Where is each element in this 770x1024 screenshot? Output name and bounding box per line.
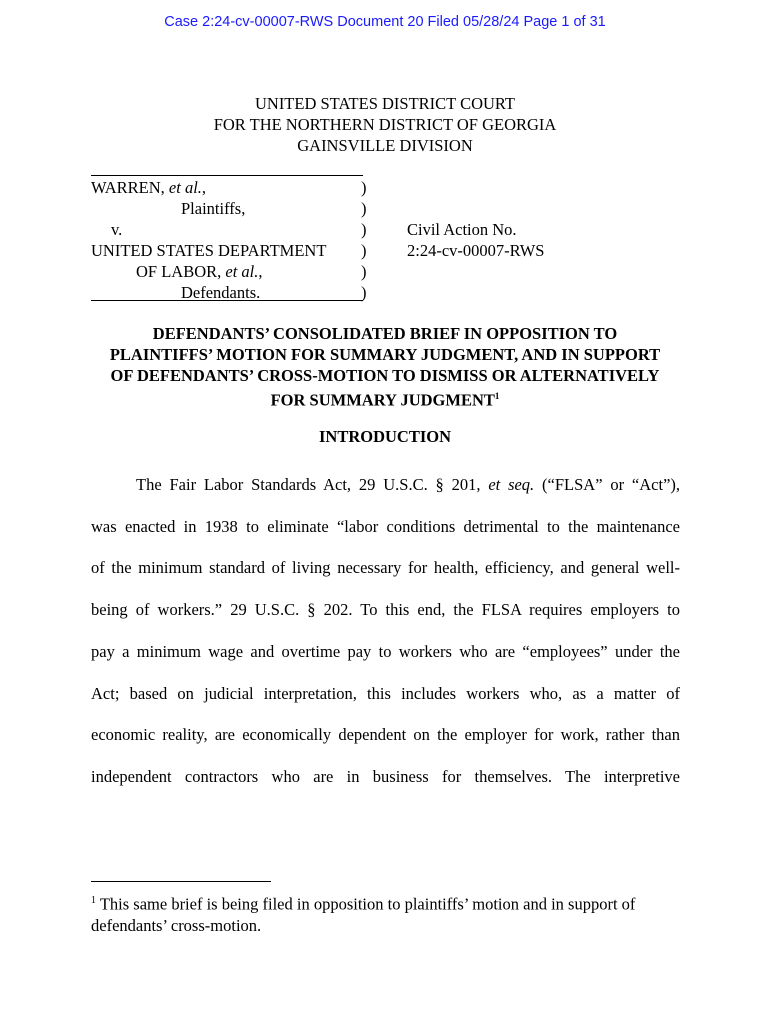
footnote xyxy=(91,890,681,936)
civil-action-label: Civil Action No. xyxy=(407,220,517,239)
plaintiff-line: WARREN, et al., xyxy=(91,178,207,197)
defendant-role: Defendants. xyxy=(181,283,261,302)
body-line-7: economic reality, are economically dependent on the employer for work, rather than xyxy=(91,725,680,745)
body-line-5: pay a minimum wage and overtime pay to workers who are “employees” under the xyxy=(91,641,680,661)
case-caption xyxy=(91,177,326,303)
footnote-reference[interactable]: 1 xyxy=(494,391,500,401)
body-line-8: independent contractors who are in business for themselves. The interpretive xyxy=(91,766,680,786)
defendant-line-2: OF LABOR, et al., xyxy=(136,262,263,281)
court-line-3: GAINSVILLE DIVISION xyxy=(297,136,473,155)
versus: v. xyxy=(111,220,123,239)
court-heading xyxy=(0,93,770,156)
civil-action xyxy=(407,219,545,261)
body-line-3: of the minimum standard of living necessary for health, efficiency, and general well- xyxy=(91,558,680,578)
body-line-6: Act; based on judicial interpretation, this includes workers who, as a matter of xyxy=(91,683,680,703)
civil-action-number: 2:24-cv-00007-RWS xyxy=(407,241,545,260)
body-line-4: being of workers.” 29 U.S.C. § 202. To this end, the FLSA requires employers to xyxy=(91,600,680,620)
footnote-number: 1 xyxy=(91,895,96,906)
footnote-rule xyxy=(91,881,271,882)
defendant-line-1: UNITED STATES DEPARTMENT xyxy=(91,241,327,260)
introduction-body xyxy=(91,464,680,798)
document-number: Document 20 xyxy=(337,14,424,30)
plaintiff-role: Plaintiffs, xyxy=(181,199,246,218)
page-number: Page 1 of 31 xyxy=(523,14,606,30)
body-line-1: The Fair Labor Standards Act, 29 U.S.C. § 201, et seq. (“FLSA” or “Act”), xyxy=(136,475,681,494)
filed-date: Filed 05/28/24 xyxy=(427,14,520,30)
ecf-header xyxy=(0,14,770,30)
body-line-2: was enacted in 1938 to eliminate “labor conditions detrimental to the maintenance xyxy=(91,516,680,536)
introduction-heading: INTRODUCTION xyxy=(318,427,452,446)
case-number: Case 2:24-cv-00007-RWS xyxy=(164,14,334,30)
court-line-1: UNITED STATES DISTRICT COURT xyxy=(254,94,515,113)
brief-title: DEFENDANTS’ CONSOLIDATED BRIEF IN OPPOSITION TO PLAINTIFFS’ MOTION FOR SUMMARY JUDGMENT, AND IN SUPPORT OF DEFENDANTS’ CROSS-MOTION TO DISMISS OR ALTERNATIVELY FOR SUMMARY JUDGMENT$^1$ xyxy=(109,324,661,410)
caption-bottom-rule xyxy=(91,300,363,301)
caption-top-rule xyxy=(91,175,363,176)
footnote-text: This same brief is being filed in opposition to plaintiffs’ motion and in support of defendants’ cross-motion. xyxy=(91,894,636,935)
caption-parentheses: ) ) ) ) ) ) xyxy=(361,178,367,302)
court-line-2: FOR THE NORTHERN DISTRICT OF GEORGIA xyxy=(213,115,557,134)
